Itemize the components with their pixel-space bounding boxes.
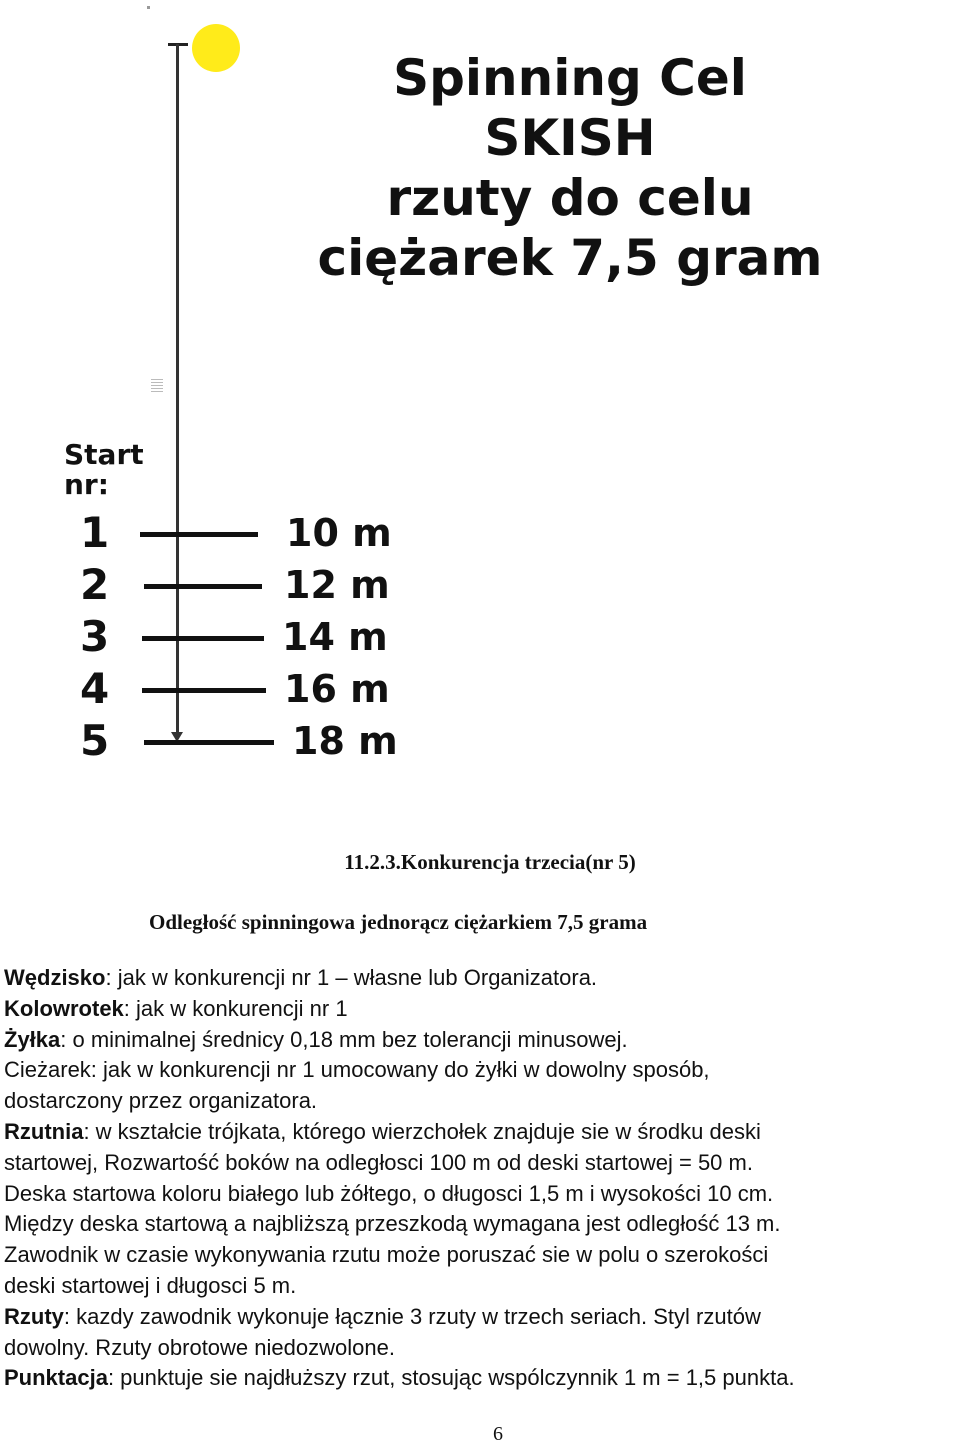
rules-line: [4, 1179, 958, 1210]
rule-text: Cieżarek: jak w konkurencji nr 1 umocowany do żyłki w dowolny sposób,: [4, 1057, 710, 1083]
rules-line: [4, 1025, 958, 1056]
rules-line: [4, 963, 958, 994]
distance-marker-line: [144, 740, 274, 745]
start-number: 4: [80, 664, 110, 713]
distance-label: 18 m: [292, 719, 398, 763]
rules-line: [4, 1333, 958, 1364]
distance-label: 10 m: [286, 511, 392, 555]
diagram-title-line: ciężarek 7,5 gram: [317, 229, 823, 287]
rule-text: Zawodnik w czasie wykonywania rzutu może poruszać sie w polu o szerokości: [4, 1242, 769, 1268]
rule-text: : kazdy zawodnik wykonuje łącznie 3 rzuty w trzech seriach. Styl rzutów: [63, 1303, 761, 1329]
diagram-title: [300, 48, 840, 288]
distance-marker-line: [142, 688, 266, 693]
rules-line: [4, 1302, 958, 1333]
rule-text: : punktuje sie najdłuższy rzut, stosując wspólczynnik 1 m = 1,5 punkta.: [107, 1365, 795, 1391]
start-label-line: Start: [64, 438, 144, 471]
start-label-line: nr:: [64, 468, 109, 501]
rules-line: [4, 1055, 958, 1086]
rule-text: : jak w konkurencji nr 1 – własne lub Organizatora.: [105, 965, 598, 990]
distance-label: 12 m: [284, 563, 390, 607]
rule-term: Rzuty: [4, 1303, 64, 1329]
rule-text: : w kształcie trójkata, którego wierzchołek znajduje sie w środku deski: [83, 1118, 761, 1144]
start-number: 5: [80, 716, 110, 765]
diagram-title-line: SKISH: [484, 109, 656, 167]
rules-line: [4, 1148, 958, 1179]
diagram-title-line: rzuty do celu: [386, 169, 754, 227]
page-number: 6: [493, 1423, 503, 1445]
rule-term: Kolowrotek: [4, 995, 124, 1021]
rule-term: Punktacja: [4, 1365, 108, 1391]
rules-line: [4, 1271, 958, 1302]
rule-text: : jak w konkurencji nr 1: [123, 995, 348, 1021]
rules-line: [4, 1117, 958, 1148]
rule-term: Żyłka: [4, 1026, 61, 1052]
rule-text: deski startowej i długosci 5 m.: [4, 1272, 297, 1298]
start-number-label: [64, 440, 144, 500]
rule-text: dowolny. Rzuty obrotowe niedozwolone.: [4, 1334, 395, 1360]
rules-line: [4, 1209, 958, 1240]
rule-text: Deska startowa koloru białego lub żółtego, o długosci 1,5 m i wysokości 10 cm.: [4, 1180, 774, 1206]
top-dot-mark: [147, 6, 150, 9]
distance-pole-line: [176, 44, 179, 734]
distance-label: 16 m: [284, 667, 390, 711]
section-heading: 11.2.3.Konkurencja trzecia(nr 5): [344, 850, 636, 874]
distance-marker-line: [140, 532, 258, 537]
diagram-title-line: Spinning Cel: [393, 49, 747, 107]
rule-term: Rzutnia: [4, 1118, 84, 1144]
rules-text: [4, 963, 958, 1394]
scan-speck-mark: [151, 378, 163, 392]
rules-line: [4, 1363, 958, 1394]
distance-label: 14 m: [282, 615, 388, 659]
start-number: 2: [80, 560, 110, 609]
distance-marker-line: [142, 636, 264, 641]
start-number: 3: [80, 612, 110, 661]
rules-line: [4, 1240, 958, 1271]
start-number: 1: [80, 508, 110, 557]
rule-text: Między deska startową a najbliższą przeszkodą wymagana jest odległość 13 m.: [4, 1211, 781, 1237]
rule-term: Wędzisko: [4, 965, 106, 990]
rules-line: [4, 994, 958, 1025]
distance-marker-line: [144, 584, 262, 589]
rule-text: startowej, Rozwartość boków na odległosci 100 m od deski startowej = 50 m.: [4, 1149, 753, 1175]
rule-text: dostarczony przez organizatora.: [4, 1088, 318, 1114]
section-subheading: Odległość spinningowa jednorącz ciężarkiem 7,5 grama: [149, 910, 648, 934]
rules-line: [4, 1086, 958, 1117]
target-circle-icon: [192, 24, 240, 72]
rule-text: : o minimalnej średnicy 0,18 mm bez tolerancji minusowej.: [60, 1026, 628, 1052]
